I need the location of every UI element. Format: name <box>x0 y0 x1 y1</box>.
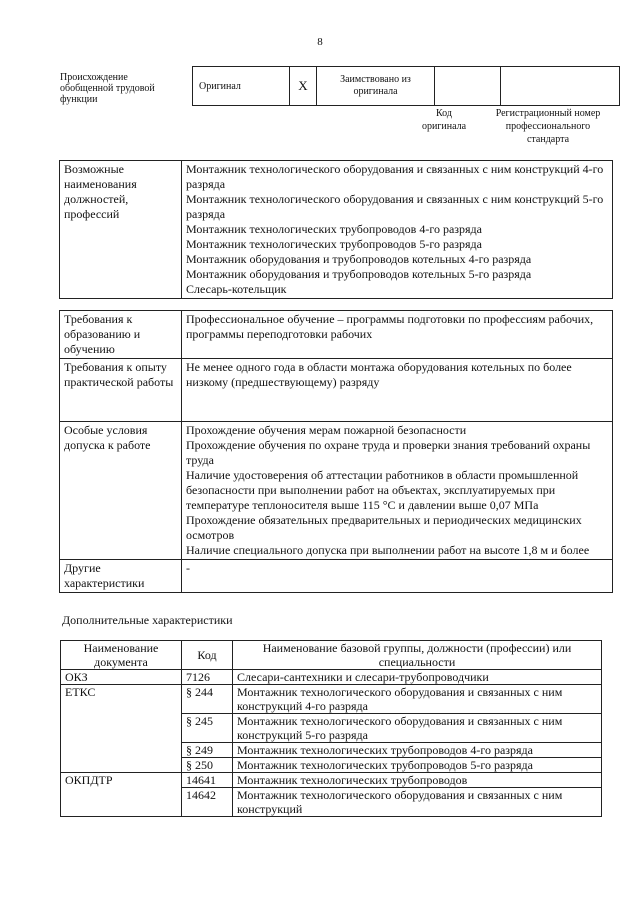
special-conditions-list <box>182 422 613 560</box>
doc-okz: ОКЗ <box>61 670 182 685</box>
header-document: Наименование документа <box>61 641 182 670</box>
table-row <box>61 773 602 788</box>
education-value: Профессиональное обучение – программы подготовки по профессиям рабочих, программы переподготовки рабочих <box>182 311 613 359</box>
position-item: Слесарь-котельщик <box>186 282 287 296</box>
origin-table <box>192 66 620 106</box>
position-item: Монтажник технологических трубопроводов 4-го разряда <box>186 222 482 236</box>
code-cell: § 250 <box>182 758 233 773</box>
doc-okpdtr: ОКПДТР <box>61 773 182 817</box>
special-condition: Прохождение обучения по охране труда и проверки знания требований охраны труда <box>186 438 591 467</box>
additional-title: Дополнительные характеристики <box>62 613 233 627</box>
special-conditions-label: Особые условия допуска к работе <box>60 422 182 560</box>
position-item: Монтажник оборудования и трубопроводов котельных 5-го разряда <box>186 267 532 281</box>
special-condition: Прохождение обучения мерам пожарной безопасности <box>186 423 467 437</box>
borrowed-cell: Заимствовано из оригинала <box>317 67 435 106</box>
original-cell: Оригинал <box>193 67 290 106</box>
special-condition: Прохождение обязательных предварительных и периодических медицинских осмотров <box>186 513 582 542</box>
position-item: Монтажник технологического оборудования и связанных с ним конструкций 4-го разряда <box>186 162 604 191</box>
code-cell: 7126 <box>182 670 233 685</box>
positions-label: Возможные наименования должностей, профессий <box>60 161 182 299</box>
experience-label: Требования к опыту практической работы <box>60 359 182 422</box>
position-item: Монтажник технологических трубопроводов 5-го разряда <box>186 237 482 251</box>
special-condition: Наличие удостоверения об аттестации работников в области промышленной безопасности при выполнении работ на объектах, эксплуатируемых при температуре теплоносителя выше 115 °С и давлении выше 0,07 МПа <box>186 468 579 512</box>
positions-table <box>59 160 613 299</box>
table-row <box>61 685 602 714</box>
name-cell: Монтажник технологического оборудования и связанных с ним конструкций <box>233 788 602 817</box>
code-cell: 14641 <box>182 773 233 788</box>
name-cell: Слесари-сантехники и слесари-трубопроводчики <box>233 670 602 685</box>
table-row <box>61 670 602 685</box>
header-name: Наименование базовой группы, должности (профессии) или специальности <box>233 641 602 670</box>
reg-number-label: Регистрационный номер профессионального стандарта <box>495 108 601 145</box>
additional-table <box>60 640 602 817</box>
name-cell: Монтажник технологического оборудования и связанных с ним конструкций 4-го разряда <box>233 685 602 714</box>
other-value: - <box>182 560 613 593</box>
original-mark: X <box>290 67 317 106</box>
requirements-table <box>59 310 613 593</box>
positions-list <box>182 161 613 299</box>
experience-value: Не менее одного года в области монтажа оборудования котельных по более низкому (предшествующему) разряду <box>182 359 613 422</box>
code-original-label: Код оригинала <box>421 108 467 132</box>
code-cell: § 244 <box>182 685 233 714</box>
special-condition: Наличие специального допуска при выполнении работ на высоте 1,8 м и более <box>186 543 590 557</box>
education-label: Требования к образованию и обучению <box>60 311 182 359</box>
other-label: Другие характеристики <box>60 560 182 593</box>
name-cell: Монтажник технологических трубопроводов 5-го разряда <box>233 758 602 773</box>
reg-number-cell <box>501 67 620 106</box>
name-cell: Монтажник технологических трубопроводов 4-го разряда <box>233 743 602 758</box>
header-code: Код <box>182 641 233 670</box>
original-code-cell <box>435 67 501 106</box>
position-item: Монтажник технологического оборудования и связанных с ним конструкций 5-го разряда <box>186 192 604 221</box>
doc-etks: ЕТКС <box>61 685 182 773</box>
name-cell: Монтажник технологических трубопроводов <box>233 773 602 788</box>
page-number: 8 <box>317 36 323 48</box>
position-item: Монтажник оборудования и трубопроводов котельных 4-го разряда <box>186 252 532 266</box>
code-cell: § 249 <box>182 743 233 758</box>
code-cell: § 245 <box>182 714 233 743</box>
code-cell: 14642 <box>182 788 233 817</box>
origin-label: Происхождение обобщенной трудовой функции <box>60 72 155 105</box>
name-cell: Монтажник технологического оборудования и связанных с ним конструкций 5-го разряда <box>233 714 602 743</box>
